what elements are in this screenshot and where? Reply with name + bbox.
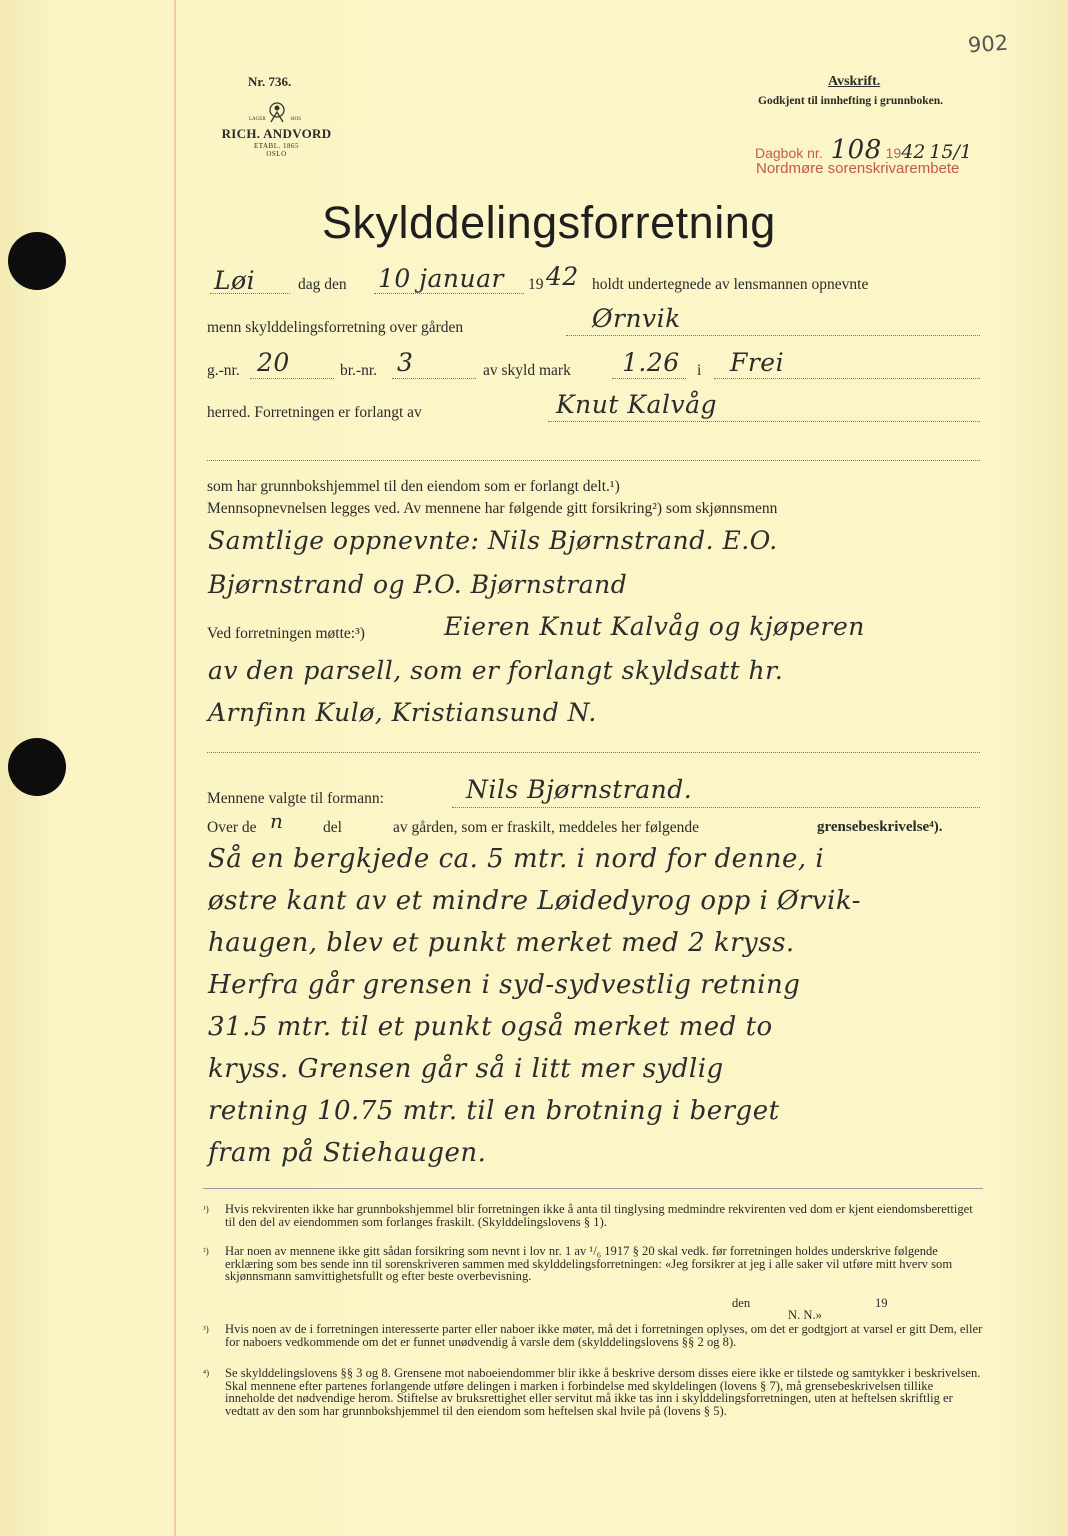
diary-number: 108 bbox=[830, 135, 882, 165]
line1-text: holdt undertegnede av lensmannen opnevnte bbox=[592, 276, 869, 293]
formann-label: Mennene valgte til formann: bbox=[207, 790, 384, 807]
year-prefix: 19 bbox=[528, 276, 544, 293]
line2-text: menn skylddelingsforretning over gården bbox=[207, 319, 464, 336]
line5-text: som har grunnbokshjemmel til den eiendom som er forlangt delt.¹) bbox=[207, 478, 620, 495]
footnote-mark: ⁴) bbox=[203, 1368, 210, 1378]
diary-date: 15/1 bbox=[929, 141, 972, 163]
line4-text: herred. Forretningen er forlangt av bbox=[207, 404, 422, 421]
page-number: 902 bbox=[967, 30, 1009, 58]
fill-line bbox=[207, 460, 980, 461]
herred-handwritten: Frei bbox=[730, 348, 785, 377]
place-handwritten: Løi bbox=[214, 266, 256, 295]
gnr-label: g.-nr. bbox=[207, 362, 240, 379]
publisher-established: ETABL. 1865 bbox=[254, 142, 299, 150]
document-title: Skylddelingsforretning bbox=[322, 197, 776, 248]
footnote-text: Hvis noen av de i forretningen interesserte parter eller naboer ikke møter, må det i forretningen oplyses, om det er godtgjort at varsel er gitt Dem, eller for naboers vedkommende om det er funnet unødvendig å varsle dem (skylddelingslovens §§ 2 og 8). bbox=[225, 1322, 983, 1349]
fill-line bbox=[250, 378, 334, 379]
footnote-mark: ²) bbox=[203, 1246, 209, 1256]
fill-line bbox=[566, 335, 980, 336]
publisher-emblem-icon bbox=[247, 100, 307, 126]
date-handwritten: 10 januar bbox=[378, 264, 504, 293]
men-handwritten-line: Bjørnstrand og P.O. Bjørnstrand bbox=[208, 570, 628, 599]
del-label: del bbox=[323, 819, 342, 836]
boundary-line: fram på Stiehaugen. bbox=[208, 1138, 487, 1168]
margin-line bbox=[174, 0, 176, 1536]
publisher-city: OSLO bbox=[266, 150, 287, 158]
gnr-handwritten: 20 bbox=[257, 348, 290, 377]
present-handwritten-line: av den parsell, som er forlangt skyldsatt hr. bbox=[208, 656, 784, 685]
fill-line bbox=[452, 807, 980, 808]
present-handwritten-line: Eieren Knut Kalvåg og kjøperen bbox=[444, 612, 865, 641]
punch-hole-top bbox=[8, 232, 66, 290]
boundary-line: 31.5 mtr. til et punkt også merket med to bbox=[208, 1012, 773, 1042]
present-handwritten-line: Arnfinn Kulø, Kristiansund N. bbox=[208, 698, 597, 727]
fill-line bbox=[392, 378, 476, 379]
boundary-line: haugen, blev et punkt merket med 2 kryss. bbox=[208, 928, 795, 958]
avskrift-label: Avskrift. bbox=[828, 74, 881, 89]
form-number: Nr. 736. bbox=[248, 74, 292, 89]
punch-hole-bottom bbox=[8, 738, 66, 796]
svg-text:LAGER: LAGER bbox=[248, 117, 266, 122]
boundary-line: kryss. Grensen går så i litt mer sydlig bbox=[208, 1054, 724, 1084]
boundary-line: Herfra går grensen i syd-sydvestlig retning bbox=[208, 970, 801, 1000]
svg-text:HOS: HOS bbox=[290, 117, 301, 122]
footnote2-den: den bbox=[732, 1296, 751, 1310]
boundary-line: retning 10.75 mtr. til en brotning i berget bbox=[208, 1096, 780, 1126]
footnote-text: Hvis rekvirenten ikke har grunnbokshjemmel blir forretningen ikke å anta til tinglysing medmindre rekvirenten ved dom er kjent eiendomsberettiget til den del av eiendommen som forlanges fraskilt. (Skylddelingslovens § 1). bbox=[225, 1202, 973, 1229]
office-stamp: Nordmøre sorenskrivarembete bbox=[756, 160, 960, 177]
fill-line bbox=[207, 752, 980, 753]
footnote-3 bbox=[203, 1323, 985, 1348]
fill-line bbox=[374, 293, 524, 294]
footnote-mark: ³) bbox=[203, 1324, 209, 1334]
footnote2-year: 19 bbox=[875, 1296, 888, 1310]
footnote-separator bbox=[203, 1188, 983, 1189]
year-handwritten: 42 bbox=[546, 262, 579, 291]
skyld-handwritten: 1.26 bbox=[622, 348, 680, 377]
brnr-handwritten: 3 bbox=[397, 348, 414, 377]
over-rest-text: av gården, som er fraskilt, meddeles her følgende bbox=[393, 819, 700, 836]
farm-handwritten: Ørnvik bbox=[592, 304, 681, 333]
brnr-label: br.-nr. bbox=[340, 362, 378, 379]
footnote-2 bbox=[203, 1245, 985, 1283]
footnote-1 bbox=[203, 1203, 985, 1228]
present-label: Ved forretningen møtte:³) bbox=[207, 625, 365, 642]
footnote-4 bbox=[203, 1367, 985, 1417]
fill-line bbox=[714, 378, 980, 379]
line6-text: Mennsopnevnelsen legges ved. Av mennene har følgende gitt forsikring²) som skjønnsmenn bbox=[207, 500, 778, 517]
approval-text: Godkjent til innhefting i grunnboken. bbox=[758, 95, 944, 107]
diary-year-prefix: 19 bbox=[885, 145, 902, 161]
over-label: Over de bbox=[207, 819, 257, 836]
i-label: i bbox=[697, 362, 702, 379]
over-handwritten: n bbox=[270, 809, 284, 833]
publisher-logo bbox=[209, 100, 344, 158]
fill-line bbox=[210, 293, 290, 294]
footnote-text: Har noen av mennene ikke gitt sådan forsikring som nevnt i lov nr. 1 av ¹/₆ 1917 § 20 skal vedk. før forretningen holdes underskrive følgende erklæring som bes sende inn til sorenskriveren sammen med skylddelingsforretningen: «Jeg forsikrer at jeg i alle saker vil utføre mitt hverv som skjønnsmann samvittighetsfullt og efter beste overbevisning. bbox=[225, 1244, 953, 1284]
fill-line bbox=[612, 378, 686, 379]
men-handwritten-line: Samtlige oppnevnte: Nils Bjørnstrand. E.O. bbox=[208, 526, 778, 555]
boundary-line: østre kant av et mindre Løidedyrog opp i Ørvik- bbox=[208, 886, 861, 916]
footnote-text: Se skylddelingslovens §§ 3 og 8. Grensene mot naboeiendommer blir ikke å beskrive dersom disses eiere ikke er tilstede og samtykker i beskrivelsen. Skal mennene efter partenes forlangende utføre delingen i marken i forbindelse med skyldelingen (lovens § 7), må grensebeskrivelsen tillike inneholde det nødvendige herom. Stiftelse av bruksrettighet eller servitut må ikke tas inn i skylddelingsforretningen, uten at heftelsen skriftlig er vedtatt av den som har grunnbokshjemmel til den eiendom som heftelsen skal hvile på (lovens § 5). bbox=[225, 1366, 981, 1418]
publisher-name: RICH. ANDVORD bbox=[221, 126, 332, 141]
boundary-line: Så en bergkjede ca. 5 mtr. i nord for denne, i bbox=[208, 844, 825, 874]
fill-line bbox=[548, 421, 980, 422]
diary-label: Dagbok nr. bbox=[755, 145, 823, 161]
skyld-label: av skyld mark bbox=[483, 362, 571, 379]
grensebeskrivelse-label: grensebeskrivelse⁴). bbox=[817, 819, 943, 835]
formann-handwritten: Nils Bjørnstrand. bbox=[466, 775, 693, 804]
footnote-mark: ¹) bbox=[203, 1204, 209, 1214]
footnote2-signature: N. N.» bbox=[788, 1308, 822, 1322]
diary-year: 42 bbox=[901, 141, 926, 163]
requester-handwritten: Knut Kalvåg bbox=[556, 390, 717, 419]
dag-den-label: dag den bbox=[298, 276, 347, 293]
